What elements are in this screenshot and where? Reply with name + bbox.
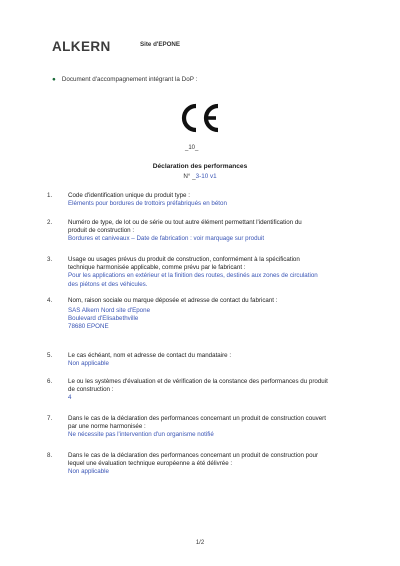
declaration-number-value: 3-10 v1 xyxy=(195,173,217,180)
item-number: 1. xyxy=(47,192,53,199)
item-answer: Eléments pour bordures de trottoirs préfabriqués en béton xyxy=(68,200,227,208)
item-body xyxy=(68,256,368,289)
manufacturer-address xyxy=(68,307,268,332)
item-number: 5. xyxy=(47,352,53,359)
item-question: Usage ou usages prévus du produit de construction, conformément à la spécification xyxy=(68,256,300,263)
item-question: Code d'identification unique du produit type : xyxy=(68,192,190,199)
item-body xyxy=(68,378,368,403)
item-body xyxy=(68,219,368,244)
bullet-icon: ● xyxy=(52,76,56,83)
item-body xyxy=(68,415,368,440)
declaration-number xyxy=(0,173,400,180)
item-question: Dans le cas de la déclaration des performances concernant un produit de construction pour xyxy=(68,452,319,459)
item-question: Dans le cas de la déclaration des performances concernant un produit de construction couvert xyxy=(68,415,326,422)
item-body xyxy=(68,192,368,208)
address-line: SAS Alkern Nord site d'Epone xyxy=(68,307,151,314)
item-number: 2. xyxy=(47,219,53,226)
intro-text: Document d'accompagnement intégrant la DoP : xyxy=(61,76,198,83)
intro-line xyxy=(52,76,197,83)
item-question: Numéro de type, de lot ou de série ou tout autre élément permettant l'identification du xyxy=(68,219,302,226)
item-body xyxy=(68,352,368,368)
item-answer: des piétons et des véhicules. xyxy=(68,280,148,288)
item-question: par une norme harmonisée : xyxy=(68,423,146,431)
item-number: 6. xyxy=(47,378,53,385)
item-number: 8. xyxy=(47,452,53,459)
page-number: 1/2 xyxy=(195,540,205,546)
ce-mark-icon xyxy=(176,102,222,134)
item-body xyxy=(68,452,368,477)
item-answer: Non applicable xyxy=(68,360,109,368)
item-number: 7. xyxy=(47,415,53,422)
alkern-logo xyxy=(52,39,128,53)
address-line: Boulevard d'Elisabethville xyxy=(68,315,139,323)
item-question: Nom, raison sociale ou marque déposée et adresse de contact du fabricant : xyxy=(68,297,278,304)
site-name: Site d'EPONE xyxy=(140,41,180,48)
item-question: technique harmonisée applicable, comme prévu par le fabricant : xyxy=(68,264,246,272)
item-question: lequel une évaluation technique européenne a été délivrée : xyxy=(68,460,233,468)
item-body xyxy=(68,297,368,305)
item-question: produit de construction : xyxy=(68,227,135,235)
item-answer: Non applicable xyxy=(68,468,109,476)
item-number: 4. xyxy=(47,297,53,304)
item-question: Le ou les systèmes d'évaluation et de vérification de la constance des performances du produit xyxy=(68,378,328,385)
item-number: 3. xyxy=(47,256,53,263)
address-line: 78680 EPONE xyxy=(68,323,109,331)
item-answer: 4 xyxy=(68,394,72,402)
svg-text:ALKERN: ALKERN xyxy=(52,39,111,53)
notified-body-number: _10_ xyxy=(185,145,199,151)
declaration-number-prefix: N° _ xyxy=(183,173,196,180)
item-question: Le cas échéant, nom et adresse de contact du mandataire : xyxy=(68,352,232,359)
item-answer: Ne nécessite pas l'intervention d'un organisme notifié xyxy=(68,431,214,439)
page-title: Déclaration des performances xyxy=(152,163,248,170)
item-answer: Pour les applications en extérieur et la finition des routes, destinés aux zones de circulation xyxy=(68,272,318,280)
item-question: de construction : xyxy=(68,386,114,394)
item-answer: Bordures et caniveaux – Date de fabrication : voir marquage sur produit xyxy=(68,235,265,243)
